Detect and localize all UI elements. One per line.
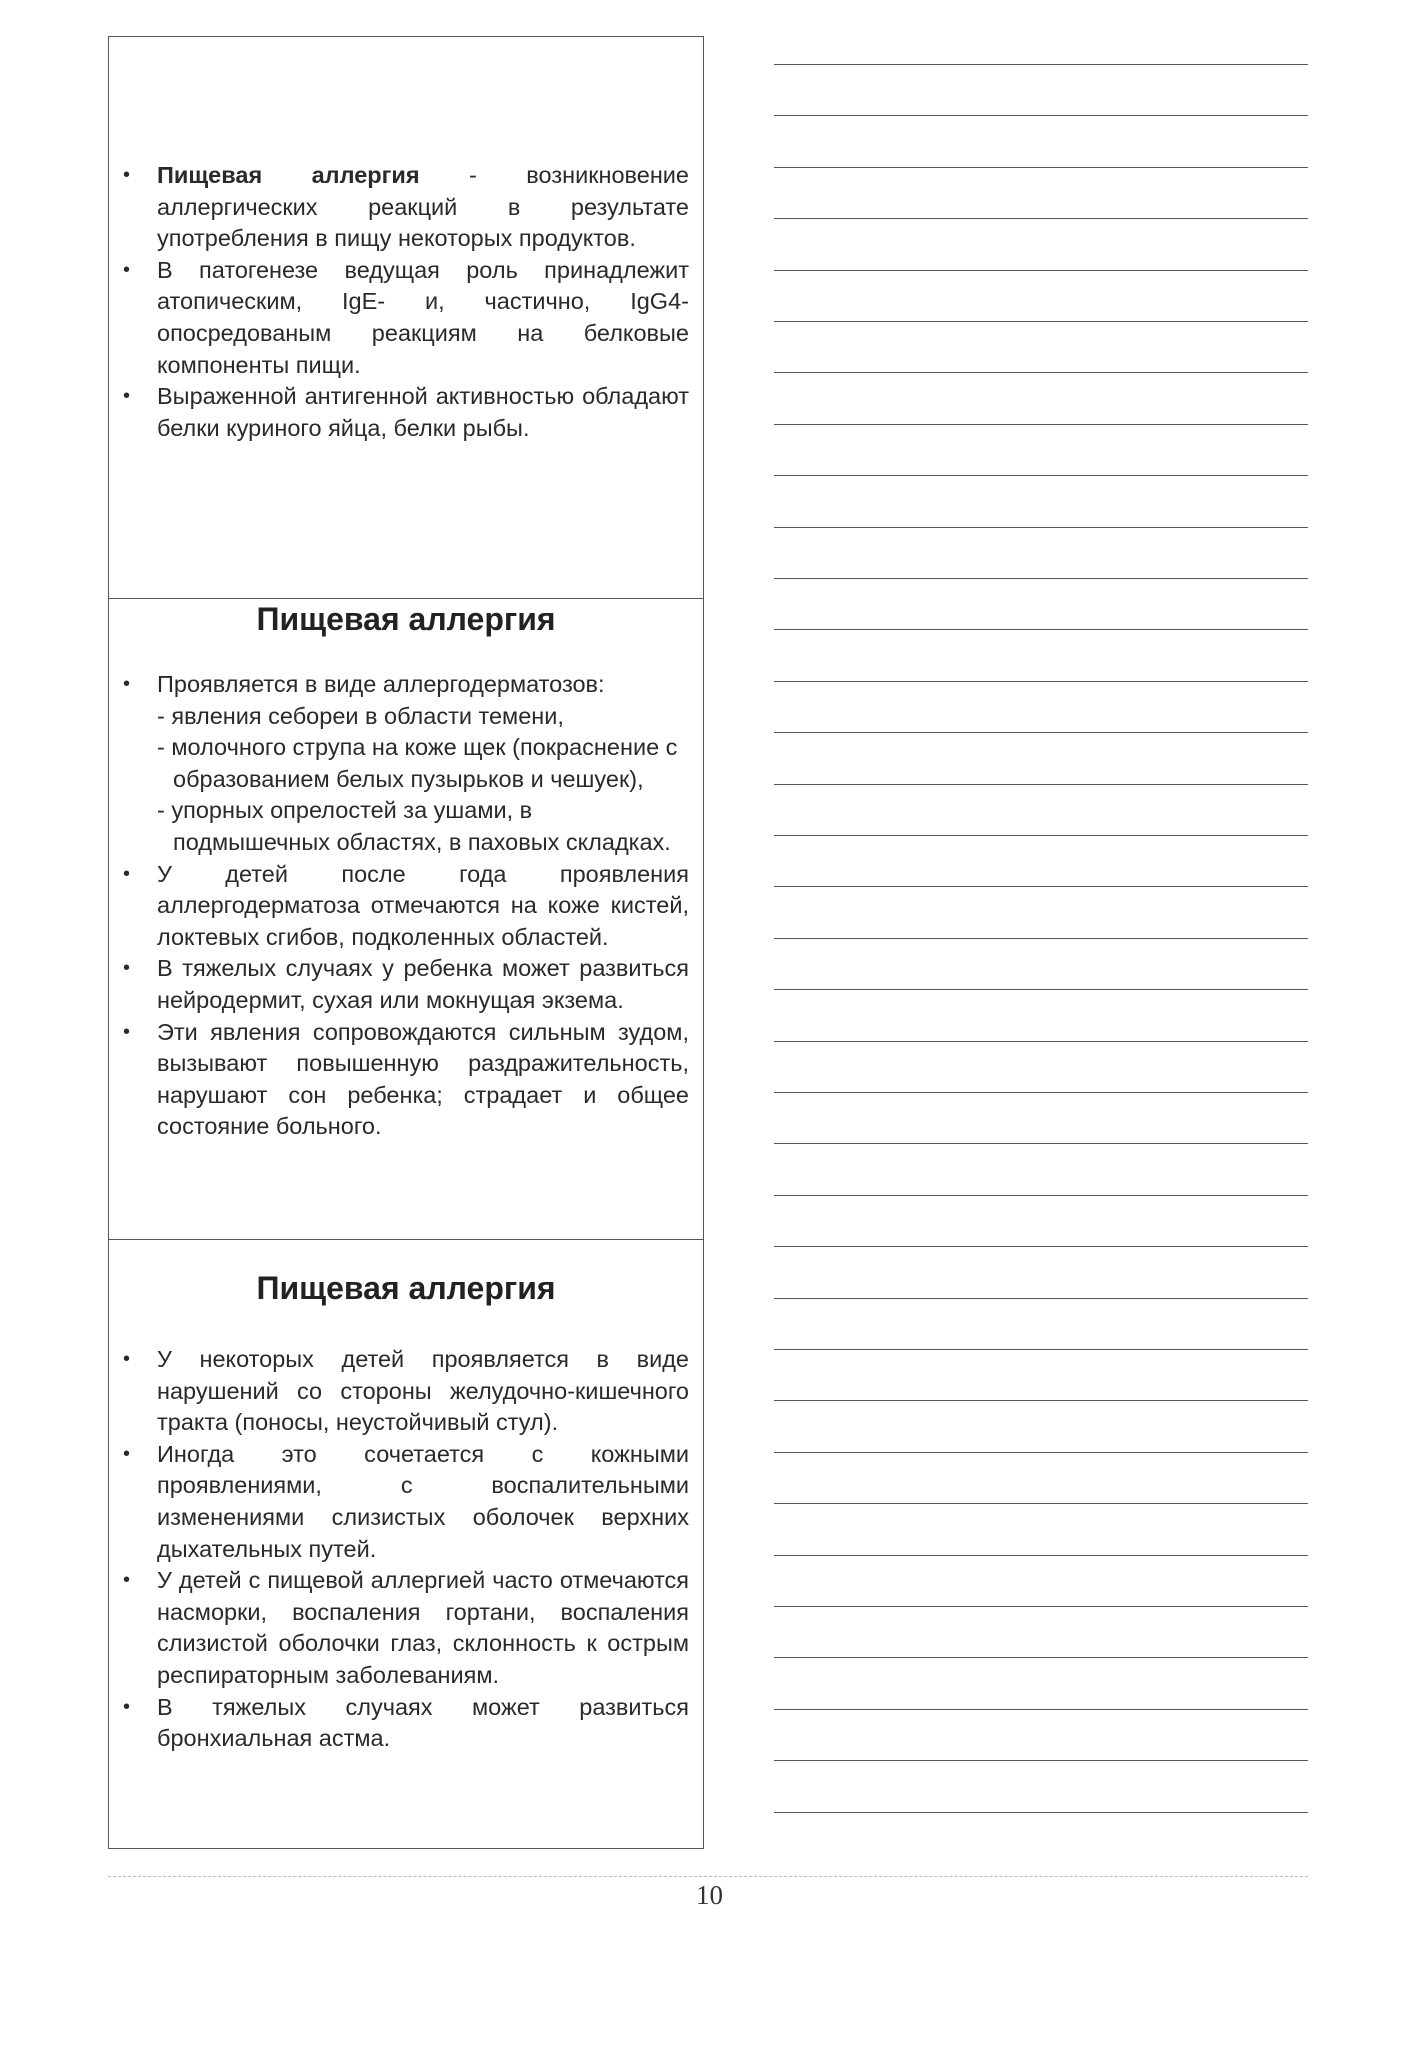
- note-line: [774, 1606, 1308, 1607]
- slide-2-bullet-1: [109, 669, 689, 859]
- notes-area: [774, 0, 1308, 1850]
- slide-1-bullet-list: [109, 160, 689, 444]
- note-line: [774, 1709, 1308, 1710]
- note-line: [774, 1555, 1308, 1556]
- note-line: [774, 475, 1308, 476]
- note-line: [774, 732, 1308, 733]
- slide-2-bullet-4: • Эти явления сопровождаются сильным зудом, вызывают повышенную раздражительность, нарушают сон ребенка; страдает и общее состояние больного.: [109, 1017, 689, 1143]
- note-line: [774, 1452, 1308, 1453]
- slide-3-title: Пищевая аллергия: [256, 1270, 556, 1306]
- note-line: [774, 578, 1308, 579]
- slide-frame-3: [108, 1239, 704, 1849]
- note-line: [774, 1657, 1308, 1658]
- note-line: [774, 424, 1308, 425]
- note-line: [774, 1812, 1308, 1813]
- slide-1-bullet-1: [109, 160, 689, 255]
- definition-text: - возникновение аллергических реакций в результате употребления в пищу некоторых продуктов.: [157, 162, 689, 252]
- note-line: [774, 938, 1308, 939]
- note-line: [774, 886, 1308, 887]
- note-line: [774, 1349, 1308, 1350]
- slide-2-subitem-2: - молочного струпа на коже щек (покраснение с образованием белых пузырьков и чешуек),: [157, 734, 678, 792]
- footer-divider: [108, 1876, 1308, 1877]
- note-line: [774, 1400, 1308, 1401]
- note-line: [774, 372, 1308, 373]
- note-line: [774, 321, 1308, 322]
- note-line: [774, 989, 1308, 990]
- note-line: [774, 1503, 1308, 1504]
- note-line: [774, 218, 1308, 219]
- slide-1-bullet-3: • Выраженной антигенной активностью обладают белки куриного яйца, белки рыбы.: [109, 381, 689, 444]
- note-line: [774, 629, 1308, 630]
- note-line: [774, 1298, 1308, 1299]
- slide-2-bullet-1-intro: • Проявляется в виде аллергодерматозов:: [157, 671, 605, 697]
- note-line: [774, 1760, 1308, 1761]
- note-line: [774, 115, 1308, 116]
- note-line: [774, 167, 1308, 168]
- slide-1-bullet-2: • В патогенезе ведущая роль принадлежит атопическим, IgE- и, частично, IgG4-опосредованым реакциям на белковые компоненты пищи.: [109, 255, 689, 381]
- slide-3-bullet-2: • Иногда это сочетается с кожными проявлениями, с воспалительными изменениями слизистых оболочек верхних дыхательных путей.: [109, 1439, 689, 1565]
- slide-3-bullet-3: • У детей с пищевой аллергией часто отмечаются насморки, воспаления гортани, воспаления слизистой оболочки глаз, склонность к острым респираторным заболеваниям.: [109, 1565, 689, 1691]
- definition-term: Пищевая аллергия: [157, 162, 420, 188]
- note-line: [774, 1143, 1308, 1144]
- slide-3-bullet-list: [109, 1344, 689, 1755]
- note-line: [774, 527, 1308, 528]
- slide-3-bullet-4: • В тяжелых случаях может развиться бронхиальная астма.: [109, 1692, 689, 1755]
- page-number: 10: [696, 1880, 723, 1910]
- slide-2-subitem-3: - упорных опрелостей за ушами, в подмышечных областях, в паховых складках.: [157, 797, 671, 855]
- note-line: [774, 270, 1308, 271]
- slide-frame-2: [108, 598, 704, 1239]
- slide-2-bullet-2: • У детей после года проявления аллергодерматоза отмечаются на коже кистей, локтевых сгибов, подколенных областей.: [109, 859, 689, 954]
- note-line: [774, 1092, 1308, 1093]
- note-line: [774, 681, 1308, 682]
- note-line: [774, 835, 1308, 836]
- note-line: [774, 1041, 1308, 1042]
- slide-2-bullet-list: [109, 669, 689, 1143]
- slide-2-title: Пищевая аллергия: [256, 601, 556, 637]
- note-line: [774, 64, 1308, 65]
- slide-frame-1: [108, 36, 704, 598]
- slide-3-bullet-1: • У некоторых детей проявляется в виде нарушений со стороны желудочно-кишечного тракта (поносы, неустойчивый стул).: [109, 1344, 689, 1439]
- note-line: [774, 1195, 1308, 1196]
- slide-2-bullet-3: • В тяжелых случаях у ребенка может развиться нейродермит, сухая или мокнущая экзема.: [109, 953, 689, 1016]
- slide-2-subitem-1: - явления себореи в области темени,: [157, 702, 564, 729]
- note-line: [774, 784, 1308, 785]
- note-line: [774, 1246, 1308, 1247]
